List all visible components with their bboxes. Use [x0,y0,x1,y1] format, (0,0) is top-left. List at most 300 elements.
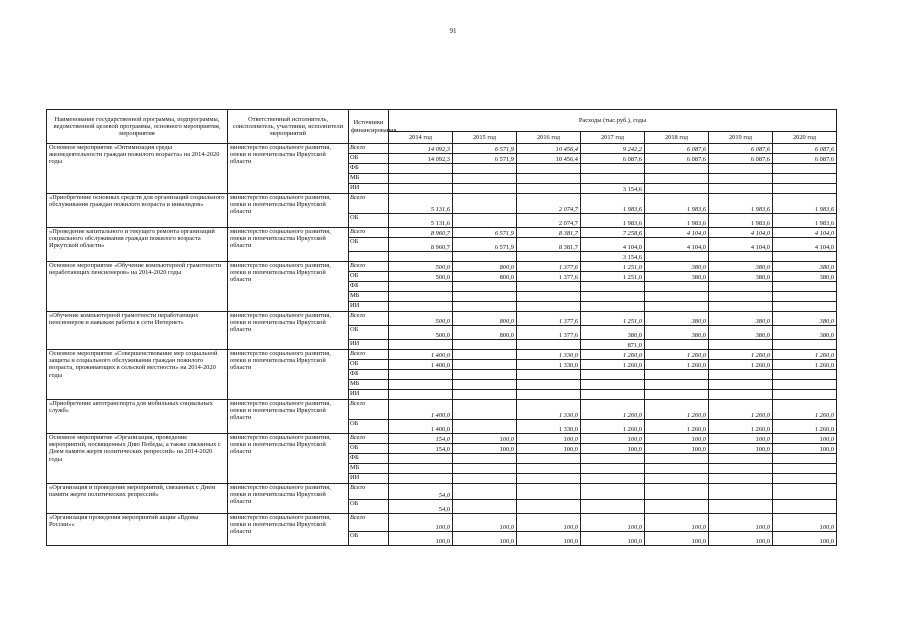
header-year: 2018 год [645,132,709,144]
expense-value [645,390,709,400]
expense-value [709,292,773,302]
expense-value [453,400,517,420]
expense-value [773,340,837,350]
expense-value: 380,0 [773,312,837,326]
expense-value: 380,0 [581,326,645,340]
expense-value [773,380,837,390]
responsible-executor: министерство социального развития, опеки и попечительства Иркутской области [228,514,349,546]
funding-source: ОБ [349,272,389,282]
expense-value: 1 377,6 [517,272,581,282]
expense-value [709,390,773,400]
expense-value [389,474,453,484]
expense-value [453,474,517,484]
expense-value: 1 251,0 [581,262,645,272]
expense-value: 1 260,0 [709,400,773,420]
expense-value [517,340,581,350]
expense-value: 100,0 [709,532,773,546]
expense-value [645,340,709,350]
expense-value: 14 092,3 [389,144,453,154]
expense-value: 4 104,0 [581,238,645,252]
expense-value: 100,0 [581,434,645,444]
expense-value: 4 104,0 [645,228,709,238]
expense-value: 1 377,6 [517,262,581,272]
expense-value: 100,0 [645,514,709,532]
table-row [47,144,837,154]
table-row [47,400,837,420]
expense-value [453,164,517,174]
activity-name: «Приобретение автотранспорта для мобильных социальных служб» [47,400,228,434]
expense-value: 100,0 [709,434,773,444]
expense-value [709,454,773,464]
expense-value: 4 104,0 [773,238,837,252]
expense-value [645,282,709,292]
expense-value [453,282,517,292]
expense-value: 380,0 [773,262,837,272]
expense-value: 871,0 [581,340,645,350]
expense-value [645,164,709,174]
expense-value: 100,0 [581,532,645,546]
funding-source: Всего [349,228,389,238]
funding-source: ФБ [349,454,389,464]
funding-source: МБ [349,174,389,184]
expense-value: 100,0 [517,444,581,454]
expense-value [645,474,709,484]
expense-value: 1 983,6 [581,194,645,214]
table-row [47,434,837,444]
expense-value: 8 960,7 [389,228,453,238]
table-row [47,262,837,272]
expense-value [773,292,837,302]
expense-value [773,370,837,380]
responsible-executor: министерство социального развития, опеки и попечительства Иркутской области [228,434,349,484]
expense-value: 100,0 [709,444,773,454]
expense-value [453,464,517,474]
expense-value [389,252,453,262]
expense-value: 54,0 [389,500,453,514]
expense-value: 380,0 [709,272,773,282]
expense-value: 100,0 [773,532,837,546]
expense-value [453,350,517,360]
expense-value [773,500,837,514]
expense-value: 1 260,0 [581,400,645,420]
funding-source: ОБ [349,154,389,164]
expense-value: 4 104,0 [709,228,773,238]
activity-name: «Приобретение основных средств для организаций социального обслуживания граждан пожилого возраста и инвалидов» [47,194,228,228]
expense-value: 1 260,0 [581,360,645,370]
expense-value [773,464,837,474]
expense-value [773,484,837,500]
activity-name: Основное мероприятие «Совершенствование мер социальной защиты и социального обслуживания граждан пожилого возраста, проживающих в сельской местности» на 2014-2020 годы [47,350,228,400]
activity-name: «Проведение капитального и текущего ремонта организаций социального обслуживания граждан пожилого возраста Иркутской области» [47,228,228,262]
expense-value [581,484,645,500]
expense-value: 1 260,0 [773,350,837,360]
expense-value [773,390,837,400]
funding-source: ОБ [349,238,389,252]
expense-value: 1 260,0 [581,350,645,360]
expense-value [453,252,517,262]
expense-value: 1 377,6 [517,312,581,326]
activity-name: «Обучение компьютерной грамотности неработающих пенсионеров и навыкам работы в сети Интернет» [47,312,228,350]
expense-value: 1 260,0 [645,350,709,360]
expense-value: 380,0 [645,262,709,272]
expense-value: 100,0 [389,514,453,532]
expense-value: 380,0 [645,326,709,340]
table-body [47,144,837,546]
activity-name: Основное мероприятие «Оптимизация среды жизнедеятельности граждан пожилого возраста» на 2014-2020 годы [47,144,228,194]
expense-value [517,390,581,400]
funding-source: Всего [349,484,389,500]
expense-value [581,464,645,474]
expense-value [517,292,581,302]
expense-value: 1 400,0 [389,400,453,420]
expense-value [581,500,645,514]
expense-value: 9 242,2 [581,144,645,154]
expense-value [517,454,581,464]
expense-value [389,370,453,380]
expense-value: 800,0 [453,262,517,272]
expense-value [453,484,517,500]
funding-source: ОБ [349,214,389,228]
expense-value [517,174,581,184]
expense-value [517,184,581,194]
header-year: 2014 год [389,132,453,144]
expense-value [709,174,773,184]
expense-value: 5 131,6 [389,214,453,228]
expense-value: 1 983,6 [645,214,709,228]
funding-source: ОБ [349,360,389,370]
expense-value: 500,0 [389,312,453,326]
expense-value [645,174,709,184]
expense-value: 154,0 [389,434,453,444]
expense-value [453,360,517,370]
expense-value [517,500,581,514]
expense-value [453,174,517,184]
expense-value: 100,0 [517,532,581,546]
expense-value [389,464,453,474]
expense-value [581,474,645,484]
table-row [47,228,837,238]
expense-value [645,184,709,194]
expense-value [581,454,645,464]
funding-source: Всего [349,312,389,326]
expense-value [581,302,645,312]
expense-value [517,464,581,474]
funding-source: ОБ [349,532,389,546]
expense-value [517,302,581,312]
activity-name: «Организация и проведение мероприятий, связанных с Днем памяти жертв политических репрессий» [47,484,228,514]
expense-value: 1 983,6 [773,194,837,214]
expense-value: 3 154,6 [581,184,645,194]
expense-value [773,302,837,312]
funding-source: Всего [349,194,389,214]
expense-value [645,464,709,474]
expense-value [453,302,517,312]
expenses-table [46,109,837,546]
funding-source: ИИ [349,340,389,350]
expense-value [517,380,581,390]
expense-value: 100,0 [645,434,709,444]
responsible-executor: министерство социального развития, опеки и попечительства Иркутской области [228,144,349,194]
expense-value [773,184,837,194]
expense-value [517,474,581,484]
header-name: Наименование государственной программы, подпрограммы, ведомственной целевой программы, основного мероприятия, мероприятия [47,110,228,144]
header-year: 2020 год [773,132,837,144]
expense-value: 380,0 [645,312,709,326]
expense-value [645,454,709,464]
funding-source: Всего [349,262,389,272]
expense-value: 500,0 [389,262,453,272]
expense-value [709,500,773,514]
expense-value: 800,0 [453,326,517,340]
expense-value: 100,0 [453,444,517,454]
header-expenses: Расходы (тыс.руб.), годы [389,110,837,132]
table-row [47,514,837,532]
funding-source: ИИ [349,390,389,400]
expense-value: 5 131,6 [389,194,453,214]
responsible-executor: министерство социального развития, опеки и попечительства Иркутской области [228,194,349,228]
expense-value [517,484,581,500]
expense-value: 100,0 [709,514,773,532]
expense-value: 6 087,6 [709,144,773,154]
expense-value: 1 260,0 [581,420,645,434]
expense-value: 1 983,6 [645,194,709,214]
funding-source: ОБ [349,326,389,340]
expense-value [453,454,517,464]
expense-value [709,302,773,312]
expense-value: 1 251,0 [581,272,645,282]
responsible-executor: министерство социального развития, опеки и попечительства Иркутской области [228,262,349,312]
expense-value: 4 104,0 [773,228,837,238]
expense-value: 10 456,4 [517,154,581,164]
funding-source: ФБ [349,164,389,174]
expense-value: 380,0 [709,262,773,272]
table-row [47,350,837,360]
expense-value [581,370,645,380]
expense-value: 1 260,0 [645,360,709,370]
expense-value [645,370,709,380]
expense-value: 6 571,9 [453,154,517,164]
expense-value: 500,0 [389,326,453,340]
expense-value: 6 087,6 [581,154,645,164]
funding-source: МБ [349,464,389,474]
responsible-executor: министерство социального развития, опеки и попечительства Иркутской области [228,400,349,434]
expense-value: 100,0 [453,514,517,532]
expense-value: 1 330,0 [517,360,581,370]
expense-value [389,164,453,174]
header-year: 2019 год [709,132,773,144]
expense-value [645,302,709,312]
expense-value [773,474,837,484]
expense-value: 2 074,7 [517,214,581,228]
expense-value: 1 400,0 [389,420,453,434]
expense-value [389,292,453,302]
expense-value: 154,0 [389,444,453,454]
funding-source: МБ [349,380,389,390]
expense-value [389,380,453,390]
expense-value [453,420,517,434]
expense-value [389,282,453,292]
expense-value [517,282,581,292]
expense-value: 6 087,6 [709,154,773,164]
funding-source: Всего [349,350,389,360]
expense-value [581,164,645,174]
expense-value [773,454,837,464]
expense-value: 380,0 [773,272,837,282]
expense-value: 6 087,6 [645,154,709,164]
funding-source: ОБ [349,444,389,454]
expense-value: 1 260,0 [645,400,709,420]
expense-value: 54,0 [389,484,453,500]
expense-value [453,390,517,400]
expense-value: 100,0 [581,514,645,532]
expense-value [581,174,645,184]
expense-value: 10 456,4 [517,144,581,154]
expense-value [645,500,709,514]
header-year: 2017 год [581,132,645,144]
expense-value: 4 104,0 [709,238,773,252]
expense-value [517,164,581,174]
expense-value: 100,0 [645,444,709,454]
expense-value: 6 087,6 [773,154,837,164]
expense-value: 1 260,0 [709,360,773,370]
funding-source: ИИ [349,474,389,484]
expense-value [709,380,773,390]
funding-source: Всего [349,144,389,154]
expense-value: 100,0 [773,514,837,532]
funding-source [349,252,389,262]
expense-value: 1 260,0 [645,420,709,434]
expense-value [389,184,453,194]
expense-value [709,484,773,500]
expense-value: 1 260,0 [773,400,837,420]
funding-source: ИИ [349,302,389,312]
expense-value [389,174,453,184]
expense-value [389,340,453,350]
expense-value [773,282,837,292]
expense-value [581,390,645,400]
expense-value: 100,0 [517,514,581,532]
expense-value [709,164,773,174]
funding-source: ИИ [349,184,389,194]
expense-value: 1 400,0 [389,350,453,360]
activity-name: Основное мероприятие «Организация, проведение мероприятий, посвященных Дню Победы, а также связанных с Днем памяти жертв политических репрессий» на 2014-2020 годы [47,434,228,484]
expense-value [645,484,709,500]
expense-value: 6 087,6 [645,144,709,154]
expense-value: 1 330,0 [517,420,581,434]
funding-source: ОБ [349,420,389,434]
expense-value: 100,0 [389,532,453,546]
page-number: 91 [449,27,457,35]
expense-value: 3 154,6 [581,252,645,262]
expense-value [453,500,517,514]
expense-value [517,252,581,262]
expense-value: 1 400,0 [389,360,453,370]
expense-value: 100,0 [517,434,581,444]
expense-value: 1 983,6 [709,214,773,228]
expense-value: 14 092,3 [389,154,453,164]
expense-value: 6 571,9 [453,144,517,154]
expense-value [709,282,773,292]
expense-value [453,380,517,390]
expense-value: 1 260,0 [773,360,837,370]
expense-value [709,474,773,484]
expense-value: 380,0 [709,312,773,326]
expense-value: 4 104,0 [645,238,709,252]
expense-value [773,252,837,262]
expense-value: 500,0 [389,272,453,282]
funding-source: Всего [349,434,389,444]
funding-source: Всего [349,400,389,420]
expense-value: 800,0 [453,272,517,282]
expense-value [453,340,517,350]
expense-value [773,164,837,174]
expense-value: 380,0 [773,326,837,340]
expense-value: 100,0 [645,532,709,546]
expense-value [453,194,517,214]
expense-value: 1 983,6 [581,214,645,228]
header-year: 2015 год [453,132,517,144]
expense-value [517,370,581,380]
expense-value: 1 377,6 [517,326,581,340]
expense-value: 6 571,9 [453,228,517,238]
expense-value: 380,0 [709,326,773,340]
expense-value [389,302,453,312]
expense-value: 100,0 [773,444,837,454]
expense-value: 1 251,0 [581,312,645,326]
funding-source: МБ [349,292,389,302]
expense-value: 2 074,7 [517,194,581,214]
table-row [47,312,837,326]
expense-value [709,370,773,380]
expense-value: 7 258,6 [581,228,645,238]
activity-name: «Организация проведения мероприятий акции «Вдовы России»» [47,514,228,546]
responsible-executor: министерство социального развития, опеки и попечительства Иркутской области [228,312,349,350]
funding-source: ФБ [349,282,389,292]
expense-value [453,370,517,380]
header-source: Источники финансирования [349,110,389,144]
expense-value [389,390,453,400]
expense-value: 8 381,7 [517,228,581,238]
expense-value: 800,0 [453,312,517,326]
expense-value: 8 381,7 [517,238,581,252]
expense-value [581,380,645,390]
expense-value [709,464,773,474]
expense-value: 6 571,9 [453,238,517,252]
funding-source: ФБ [349,370,389,380]
expense-value: 100,0 [773,434,837,444]
expense-value: 100,0 [453,434,517,444]
expense-value [709,184,773,194]
expense-value [453,292,517,302]
expense-value: 1 983,6 [709,194,773,214]
header-year: 2016 год [517,132,581,144]
responsible-executor: министерство социального развития, опеки и попечительства Иркутской области [228,350,349,400]
responsible-executor: министерство социального развития, опеки и попечительства Иркутской области [228,228,349,262]
expense-value: 380,0 [645,272,709,282]
expense-value: 1 330,0 [517,400,581,420]
expense-value [581,292,645,302]
responsible-executor: министерство социального развития, опеки и попечительства Иркутской области [228,484,349,514]
expense-value: 1 260,0 [709,350,773,360]
expense-value [645,252,709,262]
expense-value: 100,0 [453,532,517,546]
expense-value: 1 330,0 [517,350,581,360]
table-row [47,484,837,500]
expense-value [581,282,645,292]
expense-value [453,214,517,228]
expense-value [645,380,709,390]
expense-value [645,292,709,302]
